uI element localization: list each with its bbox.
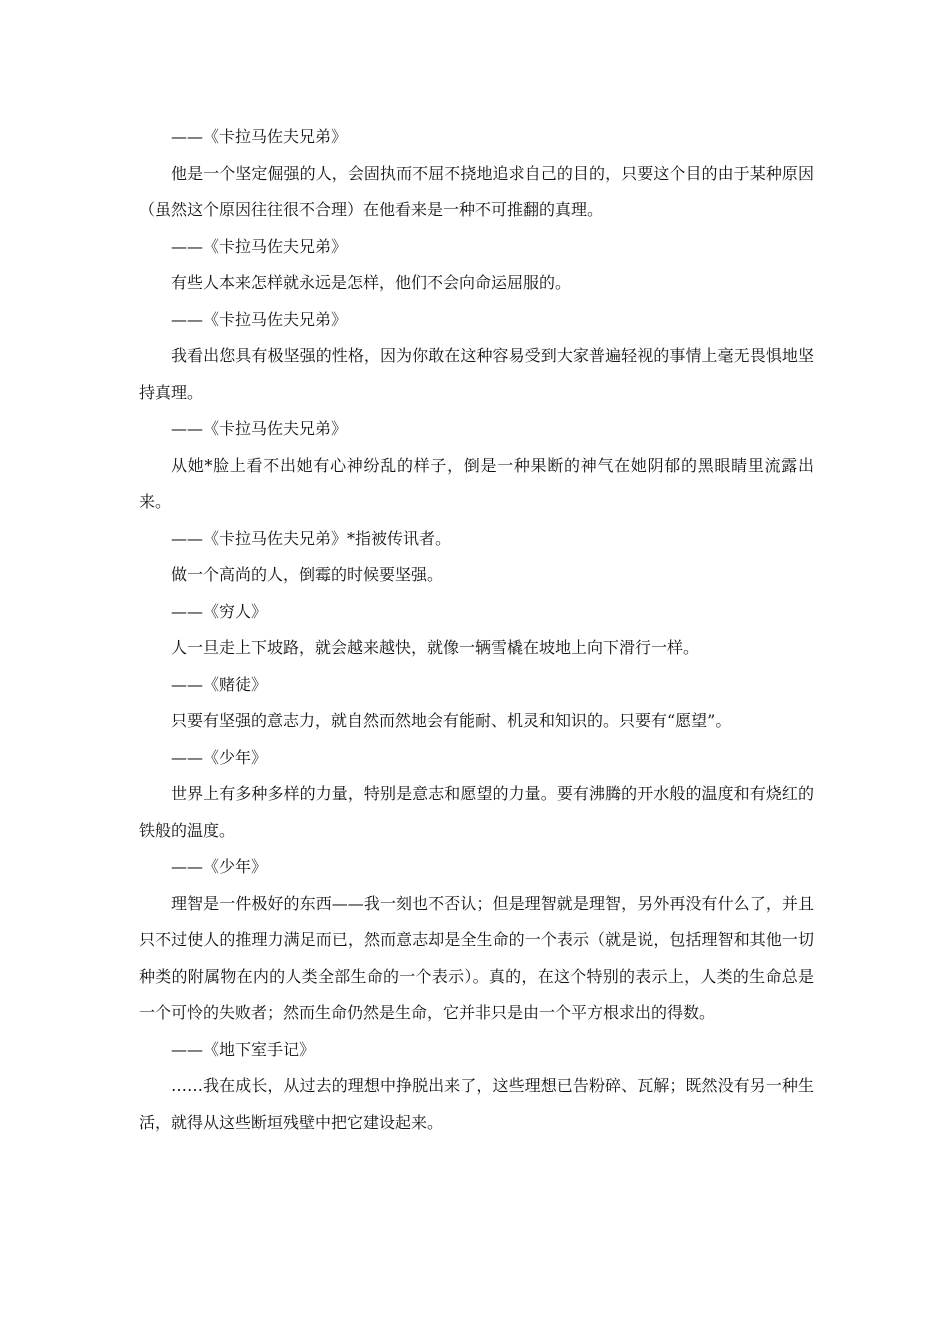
document-body	[139, 119, 814, 1141]
quote-paragraph: 人一旦走上下坡路，就会越来越快，就像一辆雪橇在坡地上向下滑行一样。	[171, 638, 700, 657]
quote-paragraph: 他是一个坚定倔强的人，会固执而不屈不挠地追求自己的目的，只要这个目的由于某种原因（虽然这个原因往往很不合理）在他看来是一种不可推翻的真理。	[139, 163, 814, 219]
source-attribution: ——《卡拉马佐夫兄弟》*指被传讯者。	[171, 528, 452, 548]
quote-paragraph: 只要有坚强的意志力，就自然而然地会有能耐、机灵和知识的。只要有“愿望”。	[171, 711, 732, 730]
quote-paragraph: 有些人本来怎样就永远是怎样，他们不会向命运屈服的。	[171, 273, 572, 292]
source-attribution: ——《少年》	[171, 747, 268, 767]
quote-paragraph: 做一个高尚的人，倒霉的时候要坚强。	[171, 565, 444, 584]
quote-paragraph: 我看出您具有极坚强的性格，因为你敢在这种容易受到大家普遍轻视的事情上毫无畏惧地坚持真理。	[139, 346, 814, 402]
quote-paragraph: 理智是一件极好的东西——我一刻也不否认；但是理智就是理智，另外再没有什么了，并且只不过使人的推理力满足而已，然而意志却是全生命的一个表示（就是说，包括理智和其他一切种类的附属物在内的人类全部生命的一个表示）。真的，在这个特别的表示上，人类的生命总是一个可怜的失败者；然而生命仍然是生命，它并非只是由一个平方根求出的得数。	[139, 893, 814, 1022]
source-attribution: ——《地下室手记》	[171, 1039, 316, 1059]
quote-paragraph: 世界上有多种多样的力量，特别是意志和愿望的力量。要有沸腾的开水般的温度和有烧红的铁般的温度。	[139, 784, 814, 840]
source-attribution: ——《卡拉马佐夫兄弟》	[171, 236, 348, 256]
source-attribution: ——《赌徒》	[171, 674, 268, 694]
quote-paragraph: ……我在成长，从过去的理想中挣脱出来了，这些理想已告粉碎、瓦解；既然没有另一种生活，就得从这些断垣残壁中把它建设起来。	[139, 1076, 814, 1132]
source-attribution: ——《少年》	[171, 857, 268, 876]
source-attribution: ——《穷人》	[171, 601, 268, 621]
source-attribution: ——《卡拉马佐夫兄弟》	[171, 127, 348, 146]
quote-paragraph: 从她*脸上看不出她有心神纷乱的样子，倒是一种果断的神气在她阴郁的黑眼睛里流露出来。	[139, 455, 814, 511]
source-attribution: ——《卡拉马佐夫兄弟》	[171, 309, 348, 329]
source-attribution: ——《卡拉马佐夫兄弟》	[171, 419, 348, 438]
